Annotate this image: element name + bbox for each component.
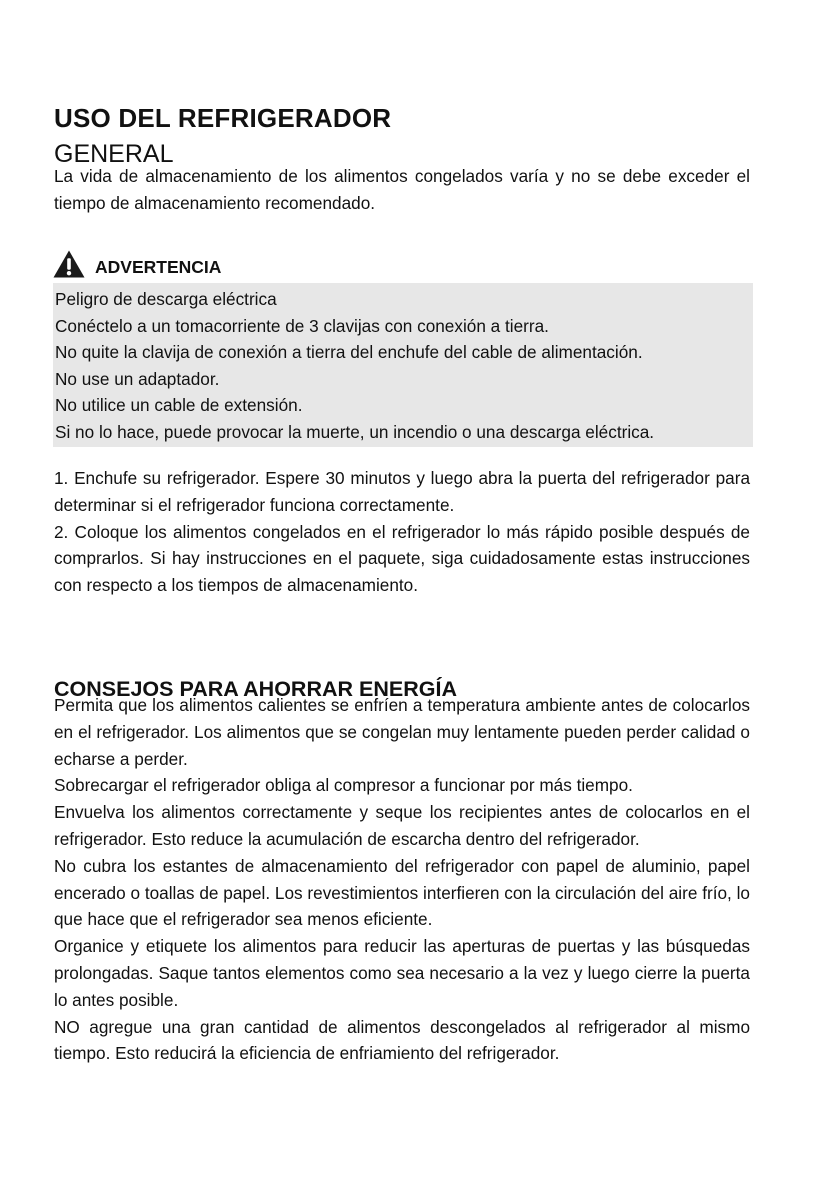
instruction-step: 2. Coloque los alimentos congelados en el refrigerador lo más rápido posible después de comprarlos. Si hay instrucciones en el paquete, siga cuidadosamente estas instrucciones con respecto a los tiempos de almacenamiento.: [54, 521, 750, 596]
page-title: USO DEL REFRIGERADOR: [54, 103, 392, 134]
warning-line: Peligro de descarga eléctrica: [55, 289, 277, 309]
warning-line: No utilice un cable de extensión.: [55, 395, 303, 416]
energy-tips-body: [54, 692, 750, 1067]
warning-triangle-icon: [52, 249, 86, 279]
energy-tips-title: CONSEJOS PARA AHORRAR ENERGÍA: [54, 676, 457, 701]
warning-line: No quite la clavija de conexión a tierra del enchufe del cable de alimentación.: [55, 342, 643, 363]
energy-tip: Organice y etiquete los alimentos para reducir las aperturas de puertas y las búsquedas prolongadas. Saque tantos elementos como sea necesario a la vez y luego cierre la puerta lo antes posible.: [54, 936, 750, 1010]
intro-paragraph: [54, 163, 750, 217]
instruction-step: 1. Enchufe su refrigerador. Espere 30 minutos y luego abra la puerta del refrigerador para determinar si el refrigerador funciona correctamente.: [54, 468, 750, 515]
intro-text: La vida de almacenamiento de los alimentos congelados varía y no se debe exceder el tiempo de almacenamiento recomendado.: [54, 166, 750, 213]
warning-line: No use un adaptador.: [55, 368, 220, 389]
warning-line: Conéctelo a un tomacorriente de 3 clavijas con conexión a tierra.: [55, 315, 549, 336]
energy-tip: NO agregue una gran cantidad de alimentos descongelados al refrigerador al mismo tiempo. Esto reducirá la eficiencia de enfriamiento del refrigerador.: [54, 1016, 750, 1064]
warning-label: ADVERTENCIA: [95, 256, 222, 277]
energy-tip: Permita que los alimentos calientes se enfríen a temperatura ambiente antes de colocarlos en el refrigerador. Los alimentos que se congelan muy lentamente pueden perder calidad o echarse a perder.: [54, 695, 750, 769]
warning-header: [52, 248, 221, 280]
section-subtitle-general: GENERAL: [54, 139, 174, 168]
instructions-steps: [54, 465, 750, 599]
energy-tip: Envuelva los alimentos correctamente y seque los recipientes antes de colocarlos en el refrigerador. Esto reduce la acumulación de escarcha dentro del refrigerador.: [54, 802, 750, 849]
energy-tip: No cubra los estantes de almacenamiento del refrigerador con papel de aluminio, papel encerado o toallas de papel. Los revestimientos interfieren con la circulación del aire frío, lo que hace que el refrigerador sea menos eficiente.: [54, 855, 750, 930]
energy-tip: Sobrecargar el refrigerador obliga al compresor a funcionar por más tiempo.: [54, 775, 633, 796]
warning-line: Si no lo hace, puede provocar la muerte, un incendio o una descarga eléctrica.: [55, 421, 655, 442]
warning-box: [53, 283, 753, 447]
